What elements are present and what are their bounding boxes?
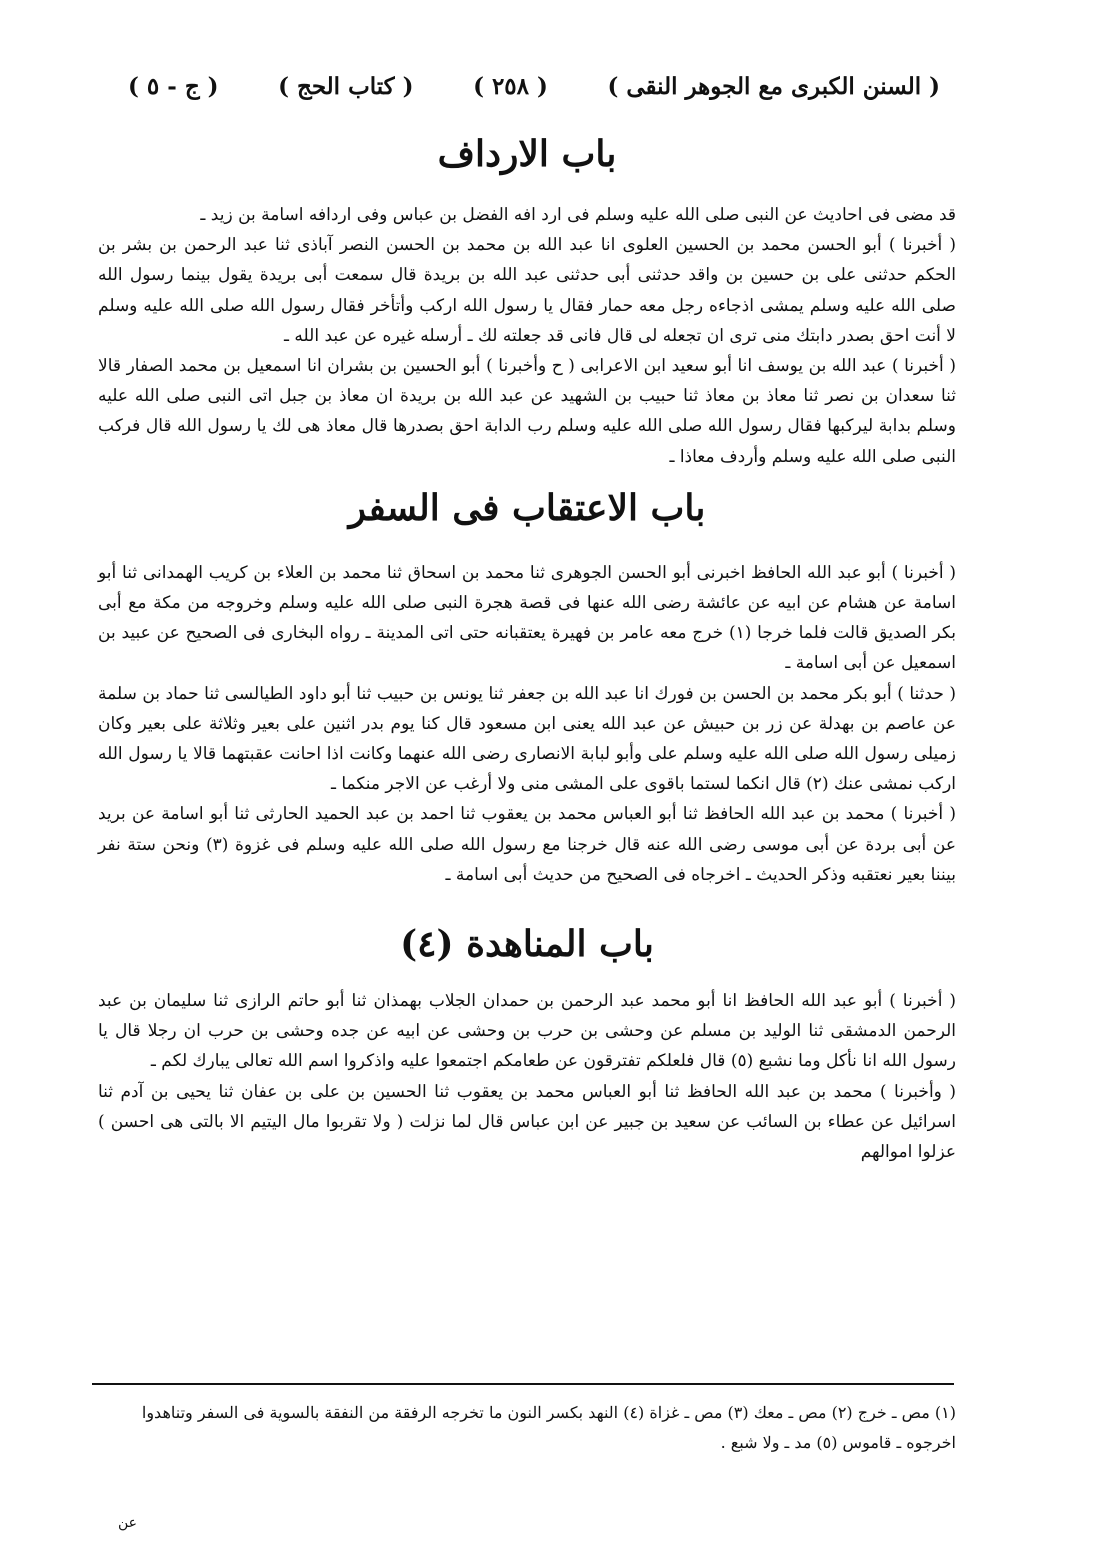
paragraph: ( حدثنا ) أبو بكر محمد بن الحسن بن فورك انا عبد الله بن جعفر ثنا يونس بن حبيب ثنا أبو داود الطيالسى ثنا حماد بن سلمة عن عاصم بن بهدلة عن زر بن حبيش عن عبد الله يعنى ابن مسعود قال كنا يوم بدر اثنين على بعير وثلاثة على بعير وكان زميلى رسول الله صلى الله عليه وسلم على وأبو لبابة الانصارى رضى الله عنهما وكانت اذا احانت عقبتهما قالا يا رسول الله اركب نمشى عنك (٢) قال انكما لستما باقوى على المشى منى ولا أرغب عن الاجر منكما ـ: [98, 683, 956, 795]
section-title-irdaf: باب الارداف: [437, 133, 617, 175]
chapter-title: ( كتاب الحج ): [278, 72, 414, 100]
footnotes: [98, 1398, 956, 1458]
catchword: عن: [118, 1515, 138, 1531]
volume-label: ( ج - ٥ ): [128, 72, 219, 100]
paragraph: ( أخبرنا ) محمد بن عبد الله الحافظ ثنا أبو العباس محمد بن يعقوب ثنا احمد بن عبد الحميد الحارثى ثنا أبو اسامة عن بريد عن أبى بردة عن أبى موسى رضى الله عنه قال خرجنا مع رسول الله صلى الله عليه وسلم فى غزوة (٣) ونحن ستة نفر بيننا بعير نعتقبه وذكر الحديث ـ اخرجاه فى الصحيح من حديث أبى اسامة ـ: [98, 804, 956, 885]
main-text: [98, 122, 956, 1167]
section-title-munahada: باب المناهدة (٤): [400, 923, 654, 966]
paragraph: ( أخبرنا ) أبو عبد الله الحافظ اخبرنى أبو الحسن الجوهرى ثنا محمد بن اسحاق ثنا محمد بن العلاء بن كريب الهمدانى ثنا أبو اسامة عن هشام عن ابيه عن عائشة رضى الله عنها فى قصة هجرة النبى صلى الله عليه وسلم وخروجه من مكة مع أبى بكر الصديق قالت فلما خرجا (١) خرج معه عامر بن فهيرة يعتقبانه حتى اتى المدينة ـ رواه البخارى فى الصحيح عن عبيد بن اسمعيل عن أبى اسامة ـ: [98, 562, 956, 674]
section-title-itiqab: باب الاعتقاب فى السفر: [348, 486, 706, 529]
page-number: ( ٢٥٨ ): [473, 72, 548, 100]
footnote-divider: [92, 1383, 954, 1385]
paragraph: ( أخبرنا ) أبو عبد الله الحافظ انا أبو محمد عبد الرحمن بن حمدان الجلاب بهمذان ثنا أبو حاتم الرازى ثنا سليمان بن عبد الرحمن الدمشقى ثنا الوليد بن مسلم عن وحشى بن حرب بن وحشى عن ابيه عن جده وحشى بن حرب ان رجلا قال يا رسول الله انا نأكل وما نشبع (٥) قال فلعلكم تفترقون عن طعامكم اجتمعوا عليه واذكروا اسم الله تعالى يبارك لكم ـ: [98, 991, 956, 1072]
paragraph: قد مضى فى احاديث عن النبى صلى الله عليه وسلم فى ارد افه الفضل بن عباس وفى اردافه اسامة بن زيد ـ: [200, 205, 956, 225]
footnote-text: (١) مص ـ خرج (٢) مص ـ معك (٣) مص ـ غزاة (٤) النهد بكسر النون ما تخرجه الرفقة من النفقة بالسوية فى السفر وتناهدوا اخرجوه ـ قاموس (٥) مد ـ ولا شبع .: [141, 1403, 956, 1452]
running-header: [128, 66, 940, 106]
paragraph: ( أخبرنا ) عبد الله بن يوسف انا أبو سعيد ابن الاعرابى ( ح وأخبرنا ) أبو الحسين بن بشران انا اسمعيل بن محمد الصفار قالا ثنا سعدان بن نصر ثنا معاذ بن معاذ ثنا حبيب بن الشهيد عن عبد الله بن بريدة ان معاذ بن جبل اتى النبى صلى الله عليه وسلم بدابة ليركبها فقال رسول الله صلى الله عليه وسلم رب الدابة احق بصدرها قال معاذ هى لك يا رسول الله قال فركب النبى صلى الله عليه وسلم وأردف معاذا ـ: [98, 356, 956, 467]
paragraph: ( وأخبرنا ) محمد بن عبد الله الحافظ ثنا أبو العباس محمد بن يعقوب ثنا الحسين بن على بن عفان ثنا يحيى بن آدم ثنا اسرائيل عن عطاء بن السائب عن سعيد بن جبير عن ابن عباس قال لما نزلت ( ولا تقربوا مال اليتيم الا بالتى هى احسن ) عزلوا اموالهم: [98, 1081, 956, 1163]
paragraph: ( أخبرنا ) أبو الحسن محمد بن الحسين العلوى انا عبد الله بن محمد بن الحسن النصر آباذى ثنا عبد الرحمن بن بشر بن الحكم حدثنى على بن حسين بن واقد حدثنى أبى حدثنى عبد الله بن بريدة قال سمعت أبى بريدة يقول بينما رسول الله صلى الله عليه وسلم يمشى اذجاءه رجل معه حمار فقال يا رسول الله اركب وأتأخر فقال رسول الله صلى الله عليه وسلم لا أنت احق بصدر دابتك منى ترى ان تجعله لى قال فانى قد جعلته لك ـ أرسله غيره عن عبد الله ـ: [98, 235, 956, 346]
book-title: ( السنن الكبرى مع الجوهر النقى ): [607, 72, 940, 100]
